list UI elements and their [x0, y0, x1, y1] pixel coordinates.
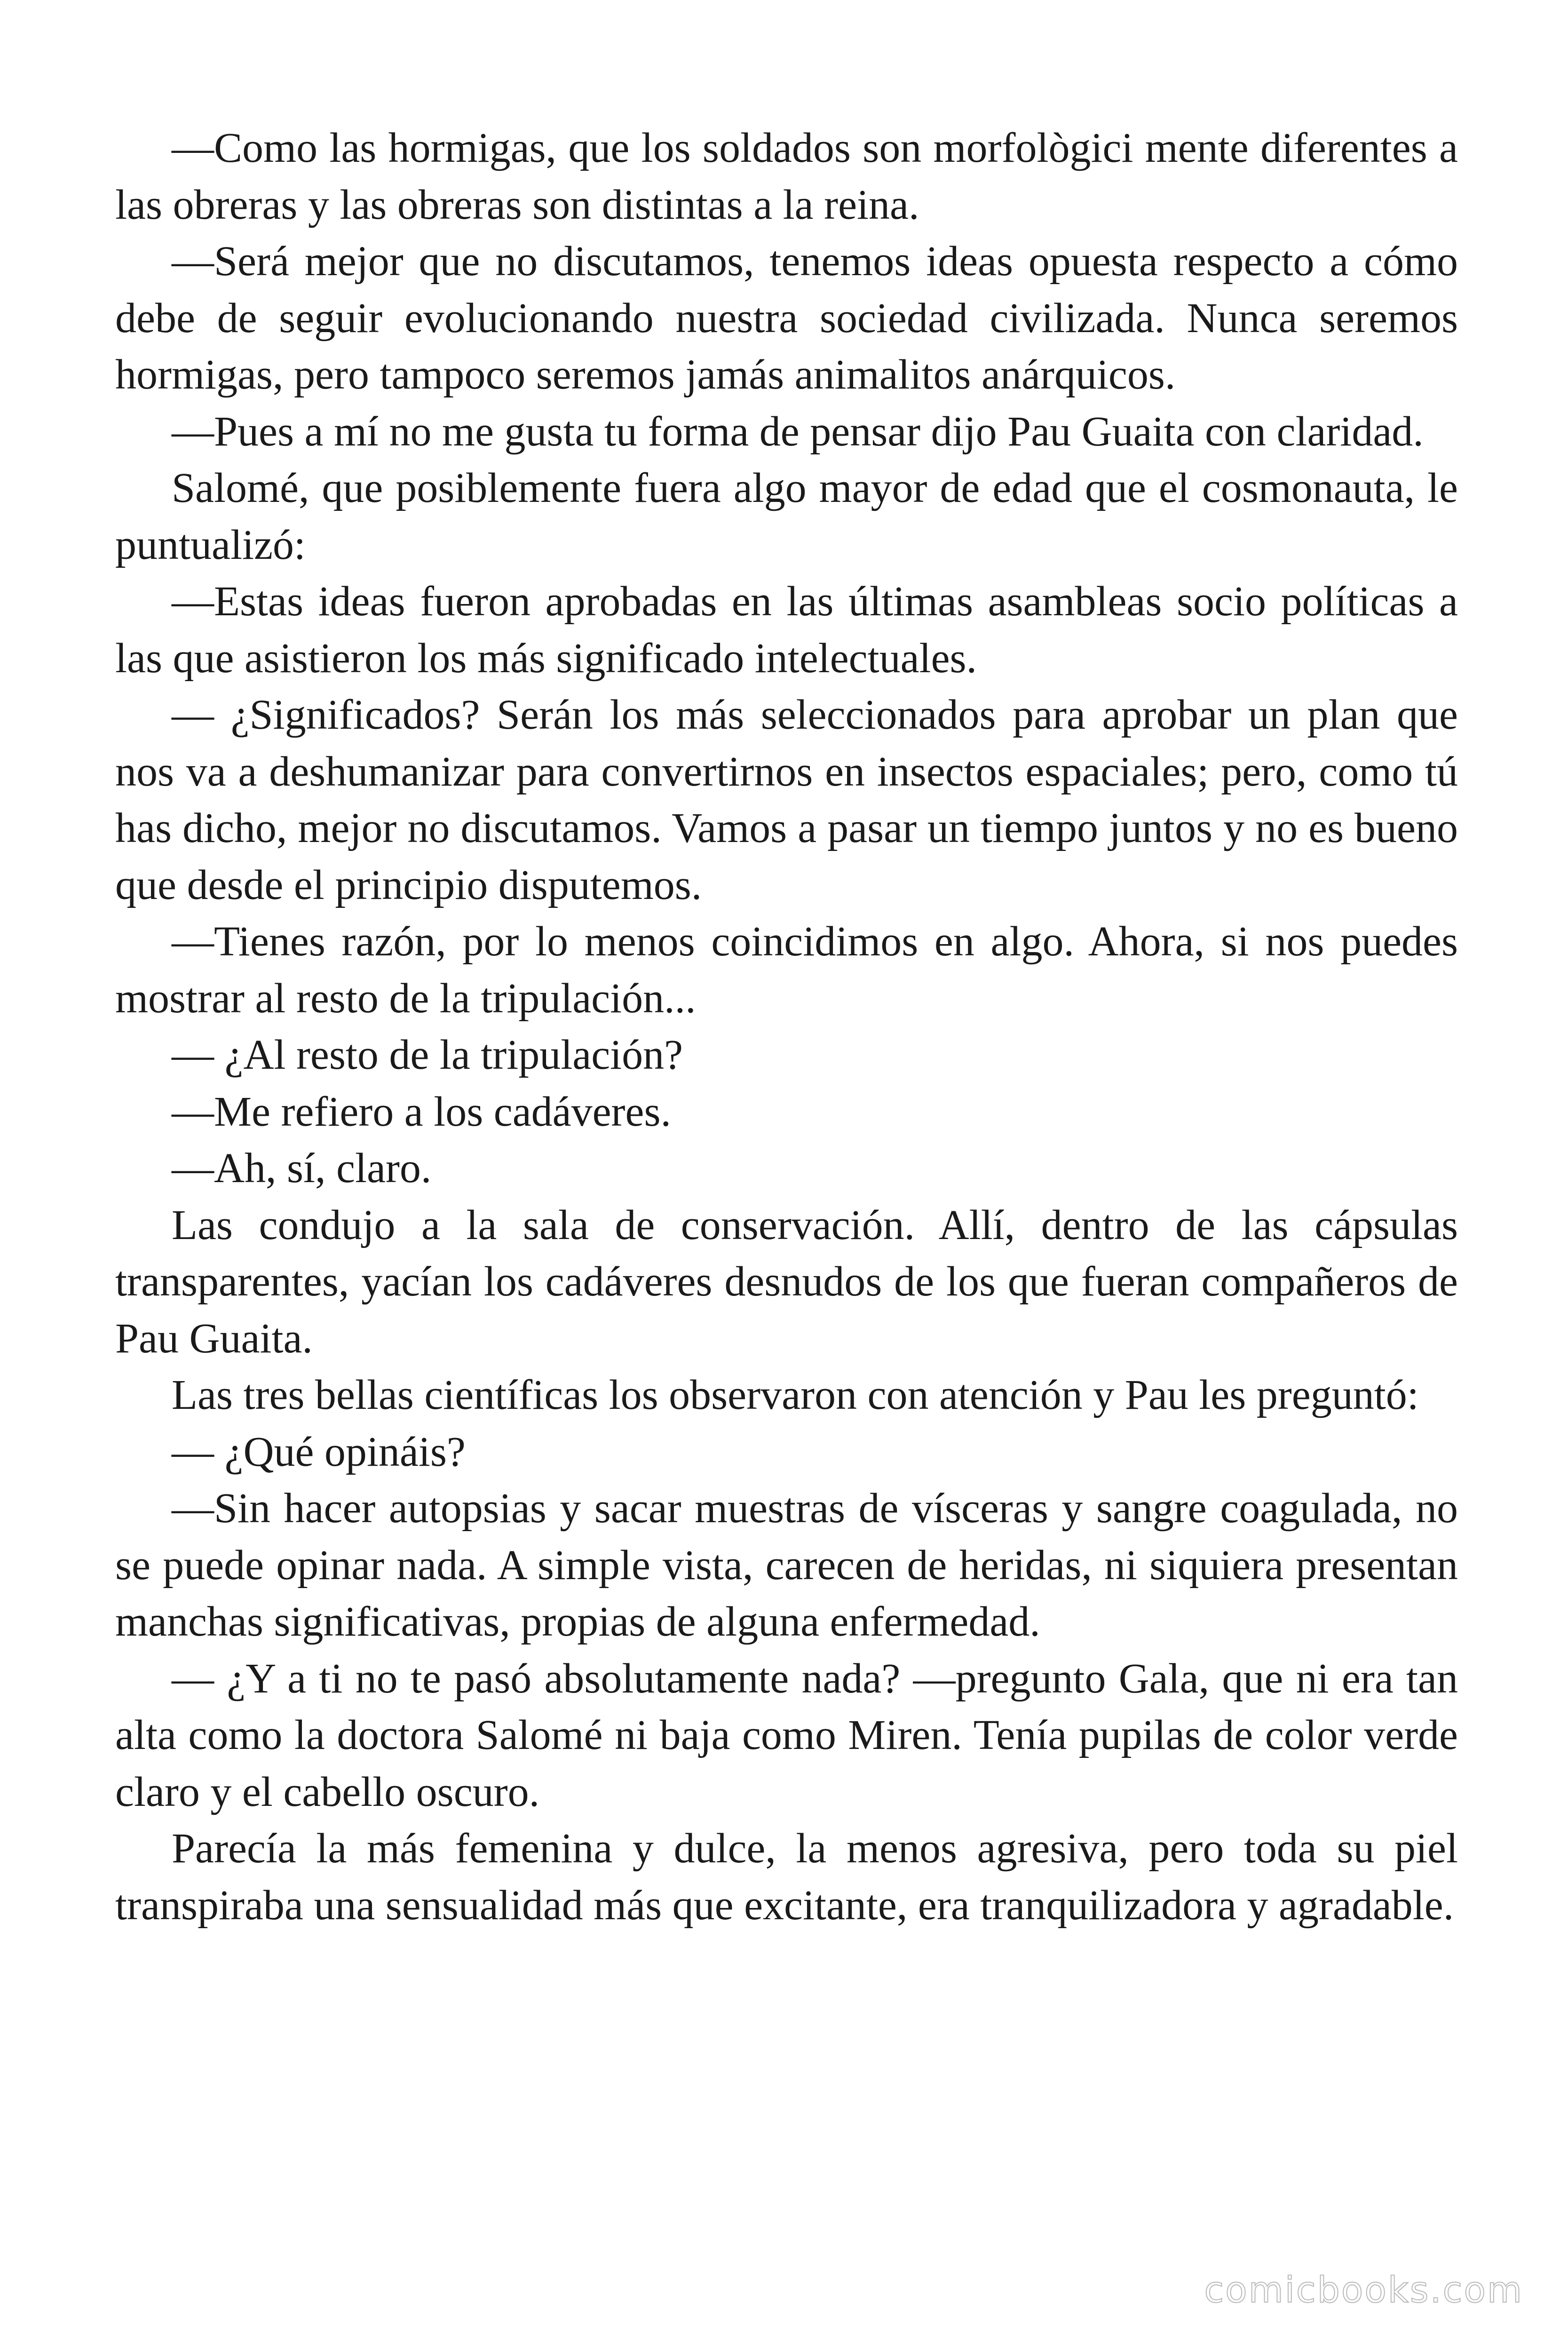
paragraph: —Estas ideas fueron aprobadas en las últimas asambleas socio políticas a las que asistieron los más significado intelectuales.: [115, 578, 1458, 682]
watermark: comicbooks.com: [1204, 2269, 1523, 2311]
paragraph: — ¿Significados? Serán los más seleccionados para aprobar un plan que nos va a deshumanizar para convertirnos en insectos espaciales; pero, como tú has dicho, mejor no discutamos. Vamos a pasar un tiempo juntos y no es bueno que desde el principio disputemos.: [115, 691, 1458, 908]
paragraph: Las condujo a la sala de conservación. Allí, dentro de las cápsulas transparentes, yacían los cadáveres desnudos de los que fueran compañeros de Pau Guaita.: [115, 1201, 1458, 1362]
paragraph: —Como las hormigas, que los soldados son morfològici mente diferentes a las obreras y las obreras son distintas a la reina.: [115, 125, 1458, 228]
paragraph: —Ah, sí, claro.: [172, 1145, 432, 1192]
paragraph: —Será mejor que no discutamos, tenemos ideas opuesta respecto a cómo debe de seguir evolucionando nuestra sociedad civilizada. Nunca seremos hormigas, pero tampoco seremos jamás animalitos anárquicos.: [115, 238, 1458, 398]
paragraph: Salomé, que posiblemente fuera algo mayor de edad que el cosmonauta, le puntualizó:: [115, 465, 1458, 568]
paragraph: Parecía la más femenina y dulce, la menos agresiva, pero toda su piel transpiraba una sensualidad más que excitante, era tranquilizadora y agradable.: [115, 1825, 1458, 1929]
paragraph: —Sin hacer autopsias y sacar muestras de vísceras y sangre coagulada, no se puede opinar nada. A simple vista, carecen de heridas, ni siquiera presentan manchas significativas, propias de alguna enfermedad.: [115, 1485, 1458, 1645]
paragraph: —Tienes razón, por lo menos coincidimos en algo. Ahora, si nos puedes mostrar al resto de la tripulación...: [115, 918, 1458, 1022]
paragraph: — ¿Y a ti no te pasó absolutamente nada? —pregunto Gala, que ni era tan alta como la doctora Salomé ni baja como Miren. Tenía pupilas de color verde claro y el cabello oscuro.: [115, 1655, 1458, 1815]
paragraph: —Me refiero a los cadáveres.: [172, 1088, 671, 1135]
paragraph: — ¿Al resto de la tripulación?: [172, 1032, 683, 1078]
paragraph: — ¿Qué opináis?: [172, 1428, 466, 1475]
paragraph: —Pues a mí no me gusta tu forma de pensar dijo Pau Guaita con claridad.: [172, 408, 1424, 455]
page-body: [115, 120, 1458, 1934]
paragraph: Las tres bellas científicas los observaron con atención y Pau les preguntó:: [172, 1372, 1419, 1418]
